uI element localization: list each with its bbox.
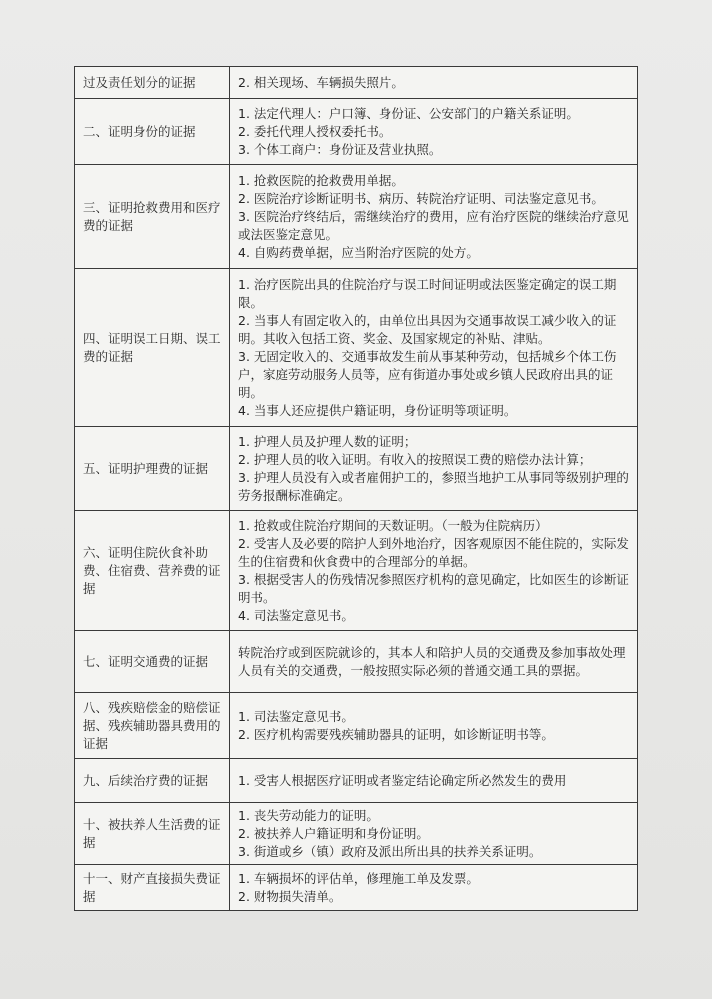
- evidence-item: 4. 自购药费单据，应当附治疗医院的处方。: [238, 244, 479, 260]
- evidence-table: [74, 66, 638, 911]
- category-cell: 五、证明护理费的证据: [75, 427, 230, 511]
- evidence-cell: [230, 759, 638, 803]
- table-row: [75, 67, 638, 99]
- evidence-cell: [230, 165, 638, 269]
- evidence-item: 3. 根据受害人的伤残情况参照医疗机构的意见确定，比如医生的诊断证明书。: [238, 571, 629, 605]
- evidence-cell: [230, 427, 638, 511]
- table-row: [75, 99, 638, 165]
- evidence-item: 3. 个体工商户：身份证及营业执照。: [238, 141, 442, 157]
- evidence-item: 1. 受害人根据医疗证明或者鉴定结论确定所必然发生的费用: [238, 772, 567, 788]
- evidence-item: 1. 抢救医院的抢救费用单据。: [238, 172, 404, 188]
- evidence-item: 2. 被扶养人户籍证明和身份证明。: [238, 825, 429, 841]
- evidence-item: 1. 治疗医院出具的住院治疗与误工时间证明或法医鉴定确定的误工期限。: [238, 276, 617, 310]
- table-row: [75, 165, 638, 269]
- evidence-cell: [230, 865, 638, 911]
- category-cell: 四、证明误工日期、误工费的证据: [75, 269, 230, 427]
- evidence-item: 2. 当事人有固定收入的，由单位出具因为交通事故误工减少收入的证明。其收入包括工资、奖金、及国家规定的补贴、津贴。: [238, 312, 617, 346]
- evidence-cell: [230, 511, 638, 631]
- table-row: [75, 803, 638, 865]
- evidence-item: 1. 丧失劳动能力的证明。: [238, 807, 379, 823]
- table-row: [75, 269, 638, 427]
- evidence-item: 1. 法定代理人：户口簿、身份证、公安部门的户籍关系证明。: [238, 105, 579, 121]
- evidence-item: 2. 相关现场、车辆损失照片。: [238, 74, 404, 90]
- evidence-item: 转院治疗或到医院就诊的，其本人和陪护人员的交通费及参加事故处理人员有关的交通费，一般按照实际必须的普通交通工具的票据。: [238, 644, 626, 678]
- evidence-cell: [230, 803, 638, 865]
- evidence-cell: [230, 269, 638, 427]
- category-cell: 九、后续治疗费的证据: [75, 759, 230, 803]
- table-row: [75, 865, 638, 911]
- evidence-item: 2. 护理人员的收入证明。有收入的按照误工费的赔偿办法计算；: [238, 451, 592, 467]
- category-cell: 十、被扶养人生活费的证据: [75, 803, 230, 865]
- evidence-item: 2. 医疗机构需要残疾辅助器具的证明，如诊断证明书等。: [238, 726, 554, 742]
- category-cell: 十一、财产直接损失费证据: [75, 865, 230, 911]
- evidence-item: 1. 抢救或住院治疗期间的天数证明。（一般为住院病历）: [238, 517, 548, 533]
- evidence-item: 3. 街道或乡（镇）政府及派出所出具的扶养关系证明。: [238, 843, 542, 859]
- evidence-cell: [230, 99, 638, 165]
- evidence-cell: [230, 631, 638, 693]
- evidence-cell: [230, 67, 638, 99]
- evidence-item: 3. 医院治疗终结后，需继续治疗的费用，应有治疗医院的继续治疗意见或法医鉴定意见。: [238, 208, 629, 242]
- evidence-item: 1. 车辆损坏的评估单，修理施工单及发票。: [238, 870, 479, 886]
- category-cell: 三、证明抢救费用和医疗费的证据: [75, 165, 230, 269]
- category-cell: 八、残疾赔偿金的赔偿证据、残疾辅助器具费用的证据: [75, 693, 230, 759]
- category-cell: 二、证明身份的证据: [75, 99, 230, 165]
- table-row: [75, 511, 638, 631]
- evidence-item: 4. 当事人还应提供户籍证明，身份证明等项证明。: [238, 402, 517, 418]
- evidence-cell: [230, 693, 638, 759]
- evidence-item: 1. 司法鉴定意见书。: [238, 708, 354, 724]
- evidence-item: 2. 财物损失清单。: [238, 888, 342, 904]
- category-cell: 六、证明住院伙食补助费、住宿费、营养费的证据: [75, 511, 230, 631]
- evidence-item: 4. 司法鉴定意见书。: [238, 607, 354, 623]
- evidence-item: 2. 受害人及必要的陪护人到外地治疗，因客观原因不能住院的，实际发生的住宿费和伙食费中的合理部分的单据。: [238, 535, 629, 569]
- evidence-item: 1. 护理人员及护理人数的证明；: [238, 433, 417, 449]
- evidence-item: 3. 无固定收入的、交通事故发生前从事某种劳动，包括城乡个体工伤户，家庭劳动服务人员等，应有街道办事处或乡镇人民政府出具的证明。: [238, 348, 617, 400]
- table-row: [75, 693, 638, 759]
- table-row: [75, 631, 638, 693]
- category-cell: 过及责任划分的证据: [75, 67, 230, 99]
- table-row: [75, 427, 638, 511]
- evidence-item: 3. 护理人员没有入或者雇佣护工的，参照当地护工从事同等级别护理的劳务报酬标准确定。: [238, 469, 629, 503]
- category-cell: 七、证明交通费的证据: [75, 631, 230, 693]
- table-row: [75, 759, 638, 803]
- evidence-item: 2. 医院治疗诊断证明书、病历、转院治疗证明、司法鉴定意见书。: [238, 190, 604, 206]
- evidence-item: 2. 委托代理人授权委托书。: [238, 123, 392, 139]
